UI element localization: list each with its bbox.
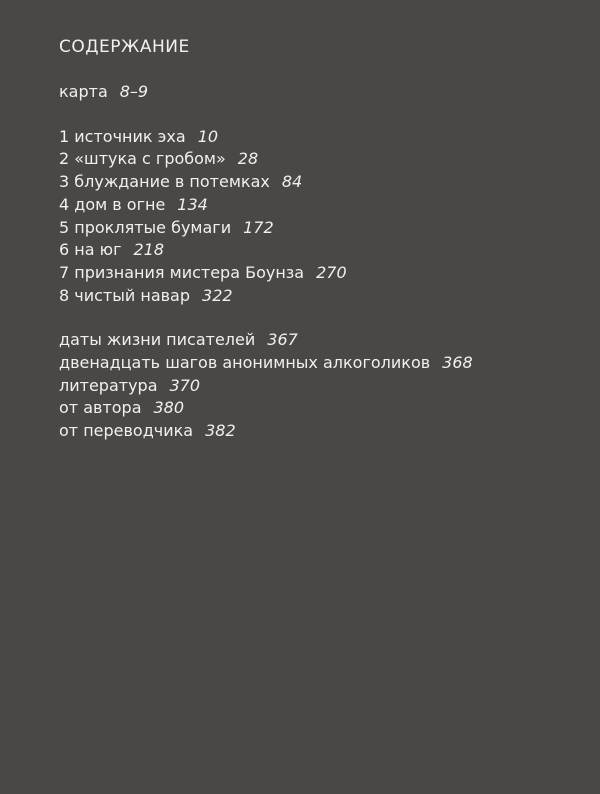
toc-entry	[59, 285, 579, 308]
toc-entry	[59, 262, 579, 285]
toc-entry-page: 370	[169, 375, 201, 395]
toc-entry-label: 3 блуждание в потемках	[59, 172, 270, 192]
toc-entry	[59, 81, 579, 104]
toc-entry	[59, 217, 579, 240]
toc-entry	[59, 420, 579, 443]
toc-entry-label: двенадцать шагов анонимных алкоголиков	[59, 353, 431, 373]
toc-entry-label: 1 источник эха	[59, 126, 186, 146]
toc-entry-page: 368	[442, 353, 473, 373]
toc-entry	[59, 171, 579, 194]
toc-entry-label: даты жизни писателей	[59, 330, 256, 350]
toc-entry-page: 270	[316, 262, 347, 282]
toc-entry-label: 2 «штука с гробом»	[59, 149, 226, 169]
toc-entry-label: 8 чистый навар	[59, 285, 191, 305]
toc-entry-page: 367	[267, 330, 298, 350]
toc-entry-page: 134	[177, 194, 208, 214]
toc-entry	[59, 329, 579, 352]
toc-entry	[59, 239, 579, 262]
toc-entry-label: 7 признания мистера Боунза	[59, 262, 305, 282]
table-of-contents	[59, 36, 579, 443]
toc-entry	[59, 397, 579, 420]
toc-entry	[59, 375, 579, 398]
toc-entry	[59, 194, 579, 217]
toc-entry-page: 218	[133, 240, 165, 260]
toc-entry	[59, 352, 579, 375]
toc-entry-page: 8–9	[119, 82, 149, 101]
toc-group-map	[59, 81, 579, 104]
toc-entry-label: от переводчика	[59, 421, 194, 441]
toc-entry-page: 10	[197, 126, 219, 146]
toc-entry-label: литература	[59, 375, 158, 395]
toc-entry-page: 322	[202, 285, 233, 305]
toc-entry-label: 4 дом в огне	[59, 194, 166, 214]
toc-entry-label: карта	[59, 82, 108, 101]
toc-entry-page: 172	[243, 217, 274, 237]
toc-entry-label: 6 на юг	[59, 240, 122, 260]
toc-group-appendices	[59, 329, 579, 443]
toc-entry	[59, 148, 579, 171]
toc-entry-page: 84	[281, 172, 303, 192]
toc-entry	[59, 126, 579, 149]
toc-entry-label: 5 проклятые бумаги	[59, 217, 232, 237]
page-title: СОДЕРЖАНИЕ	[59, 37, 190, 57]
toc-entry-page: 382	[205, 421, 236, 441]
toc-group-chapters	[59, 126, 579, 308]
toc-entry-label: от автора	[59, 398, 142, 418]
toc-entry-page: 380	[153, 398, 185, 418]
toc-entry-page: 28	[237, 149, 259, 169]
